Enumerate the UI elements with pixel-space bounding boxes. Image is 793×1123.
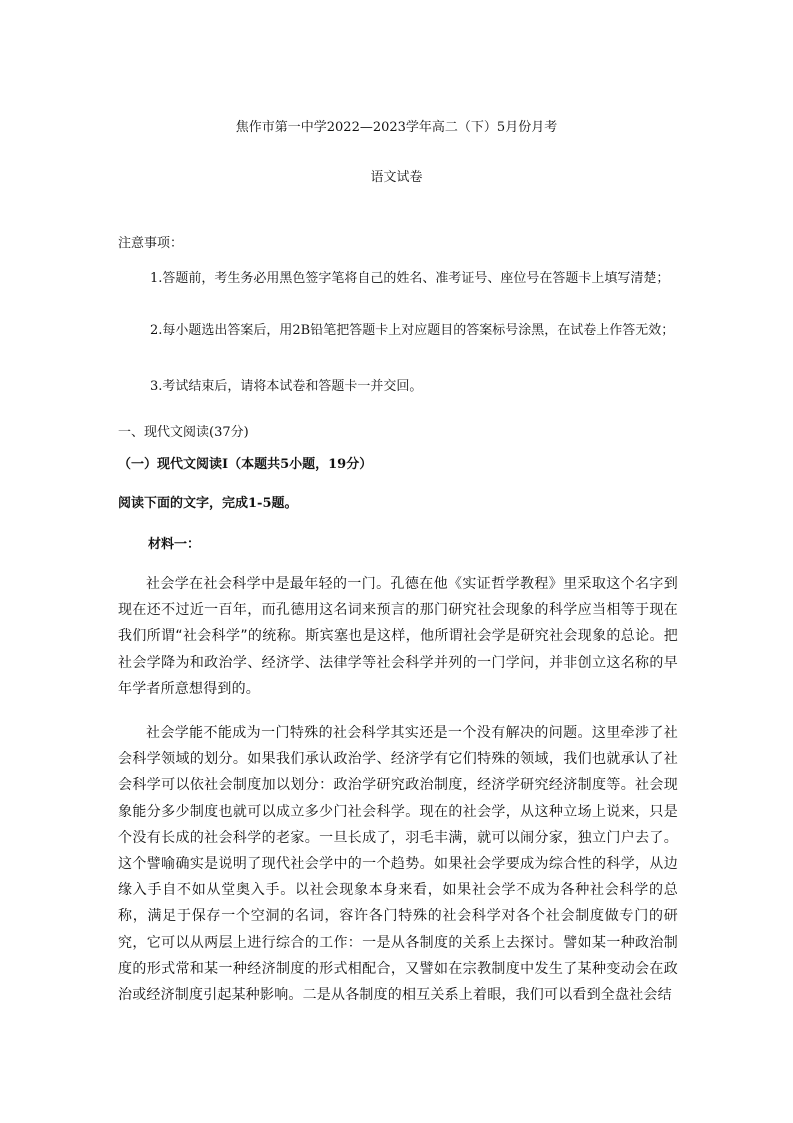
note-item-2: 2.每小题选出答案后，用2B铅笔把答题卡上对应题目的答案标号涂黑，在试卷上作答无效； (150, 323, 675, 338)
note-item-3: 3.考试结束后，请将本试卷和答题卡一并交回。 (150, 379, 423, 394)
exam-title: 焦作市第一中学2022—2023学年高二（下）5月份月考 (235, 120, 558, 135)
passage-paragraph-1: 社会学在社会科学中是最年轻的一门。孔德在他《实证哲学教程》里采取这个名字到现在还不过近一百年，而孔德用这名词来预言的那门研究社会现象的科学应当相等于现在我们所谓“社会科学”的统称。斯宾塞也是这样，他所谓社会学是研究社会现象的总论。把社会学降为和政治学、经济学、法律学等社会科学并列的一门学问，并非创立这名称的早年学者所意想得到的。 (118, 576, 678, 697)
passage-paragraph-2: 社会学能不能成为一门特殊的社会科学其实还是一个没有解决的问题。这里牵涉了社会科学领域的划分。如果我们承认政治学、经济学有它们特殊的领域，我们也就承认了社会科学可以依社会制度加以划分：政治学研究政治制度，经济学研究经济制度等。社会现象能分多少制度也就可以成立多少门社会科学。现在的社会学，从这种立场上说来，只是个没有长成的社会科学的老家。一旦长成了，羽毛丰满，就可以闹分家，独立门户去了。这个譬喻确实是说明了现代社会学中的一个趋势。如果社会学要成为综合性的科学，从边缘入手自不如从堂奥入手。以社会现象本身来看，如果社会学不成为各种社会科学的总称，满足于保存一个空洞的名词，容许各门特殊的社会科学对各个社会制度做专门的研究，它可以从两层上进行综合的工作：一是从各制度的关系上去探讨。譬如某一种政治制度的形式常和某一种经济制度的形式相配合，又譬如在宗教制度中发生了某种变动会在政治或经济制度引起某种影响。二是从各制度的相互关系上着眼，我们可以看到全盘社会结 (118, 725, 678, 1004)
reading-instruction: 阅读下面的文字，完成1-5题。 (118, 496, 298, 511)
notes-heading: 注意事项： (118, 236, 184, 251)
exam-subtitle: 语文试卷 (370, 170, 423, 185)
material-label: 材料一： (148, 537, 201, 552)
subsection-title: （一）现代文阅读Ⅰ（本题共5小题，19分） (118, 457, 373, 472)
section-title: 一、现代文阅读(37分) (118, 425, 249, 440)
note-item-1: 1.答题前，考生务必用黑色签字笔将自己的姓名、准考证号、座位号在答题卡上填写清楚； (150, 271, 670, 286)
